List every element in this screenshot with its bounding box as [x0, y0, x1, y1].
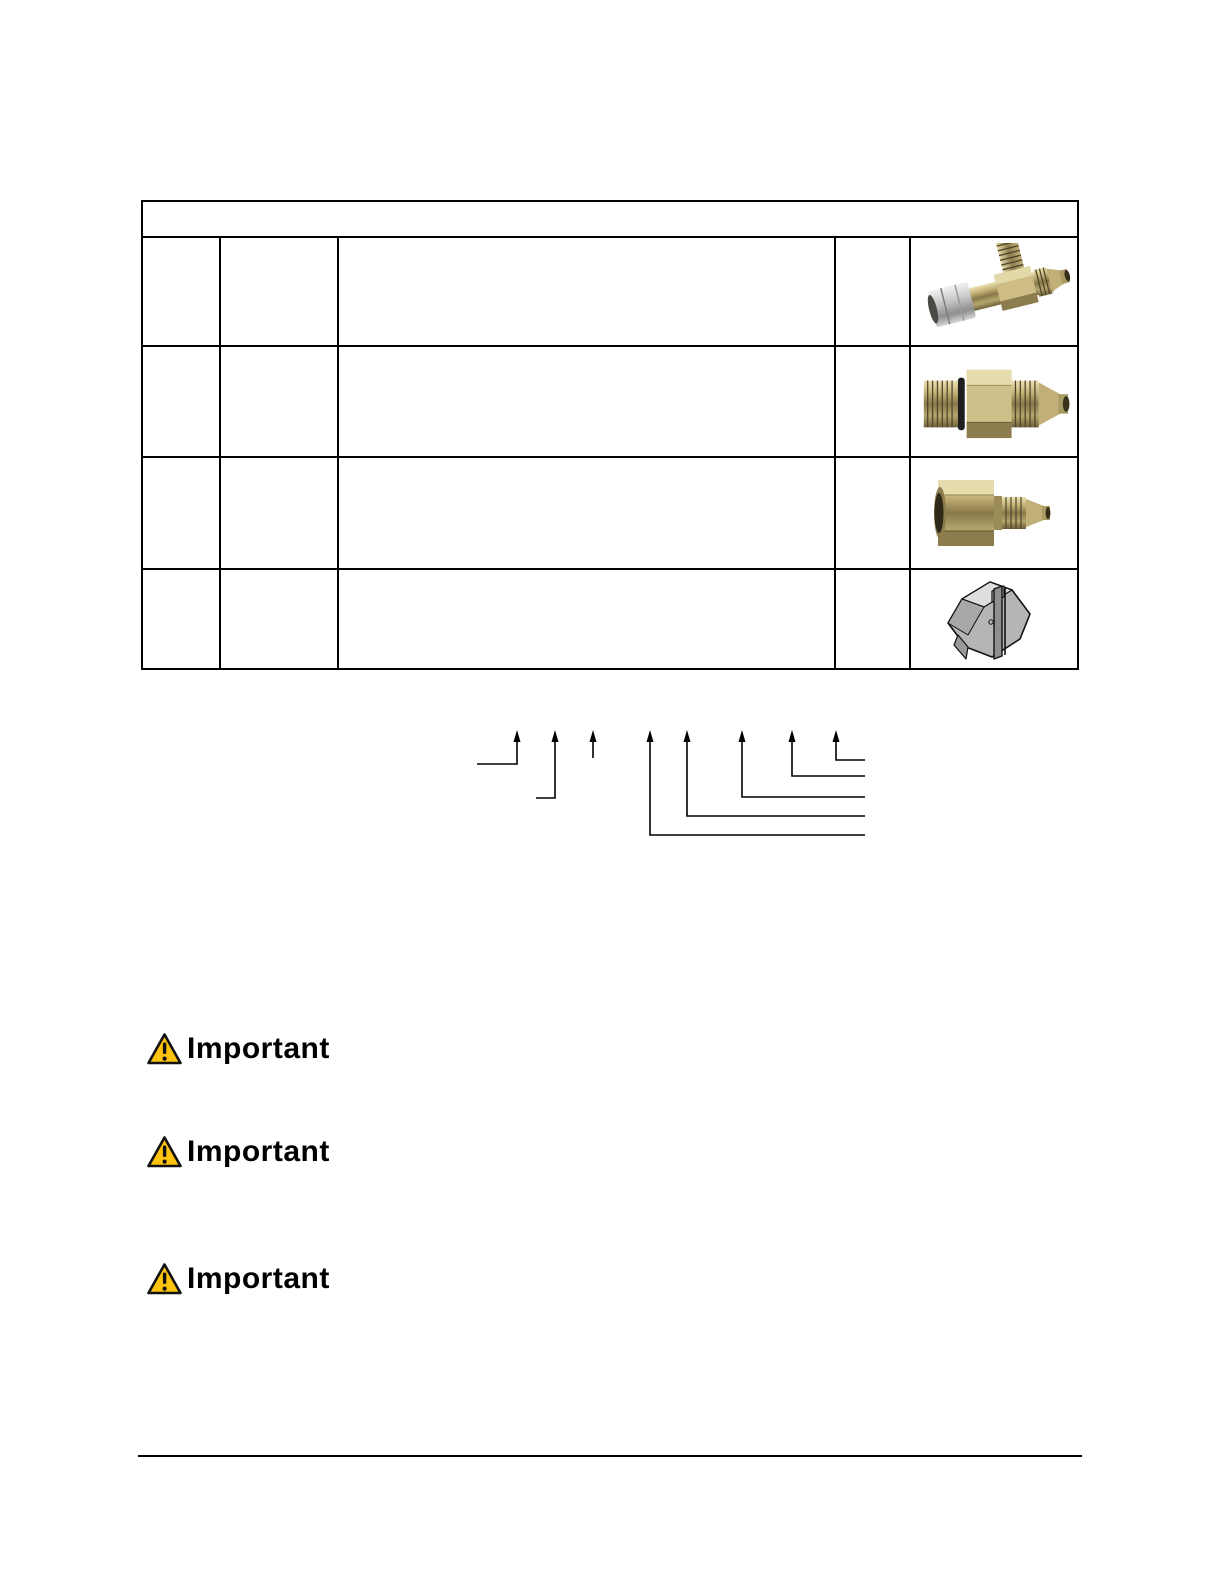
important-label: Important [187, 1135, 330, 1168]
table-cell [835, 457, 910, 569]
part-number-callout-diagram [470, 725, 870, 843]
slotted-nut-cad-image [934, 573, 1054, 665]
important-label: Important [187, 1032, 330, 1065]
table-cell [338, 569, 835, 669]
important-callout [146, 1135, 330, 1169]
important-label: Important [187, 1262, 330, 1295]
table-cell [220, 346, 338, 457]
tee-swivel-fitting-image [916, 243, 1072, 341]
table-cell [220, 237, 338, 346]
table-cell [338, 237, 835, 346]
table-cell-image [910, 457, 1078, 569]
table-cell [338, 346, 835, 457]
table-cell [338, 457, 835, 569]
table-cell [220, 569, 338, 669]
table-cell [835, 237, 910, 346]
warning-triangle-icon [146, 1135, 183, 1169]
callout-arrow [833, 730, 866, 760]
table-row [142, 457, 1078, 569]
footer-divider [138, 1455, 1082, 1457]
table-cell [142, 569, 220, 669]
callout-arrow [536, 730, 559, 798]
table-row [142, 237, 1078, 346]
warning-triangle-icon [146, 1262, 183, 1296]
table-cell [142, 457, 220, 569]
table-cell [142, 346, 220, 457]
female-male-adapter-image [924, 470, 1064, 556]
parts-table [141, 200, 1079, 670]
callout-arrow [477, 730, 521, 764]
table-cell [142, 237, 220, 346]
table-cell-image [910, 237, 1078, 346]
warning-triangle-icon [146, 1032, 183, 1066]
important-callout [146, 1032, 330, 1066]
callout-arrow [647, 730, 866, 835]
table-header-row [142, 201, 1078, 237]
table-cell-image [910, 346, 1078, 457]
callout-arrow [739, 730, 866, 797]
table-cell [220, 457, 338, 569]
table-cell [835, 569, 910, 669]
table-header [142, 201, 1078, 237]
callout-arrow [789, 730, 866, 776]
important-callout [146, 1262, 330, 1296]
callout-arrow [684, 730, 866, 816]
table-cell-image [910, 569, 1078, 669]
table-cell [835, 346, 910, 457]
straight-male-adapter-image [916, 352, 1072, 452]
table-row [142, 346, 1078, 457]
table-row [142, 569, 1078, 669]
callout-arrow [590, 730, 597, 758]
